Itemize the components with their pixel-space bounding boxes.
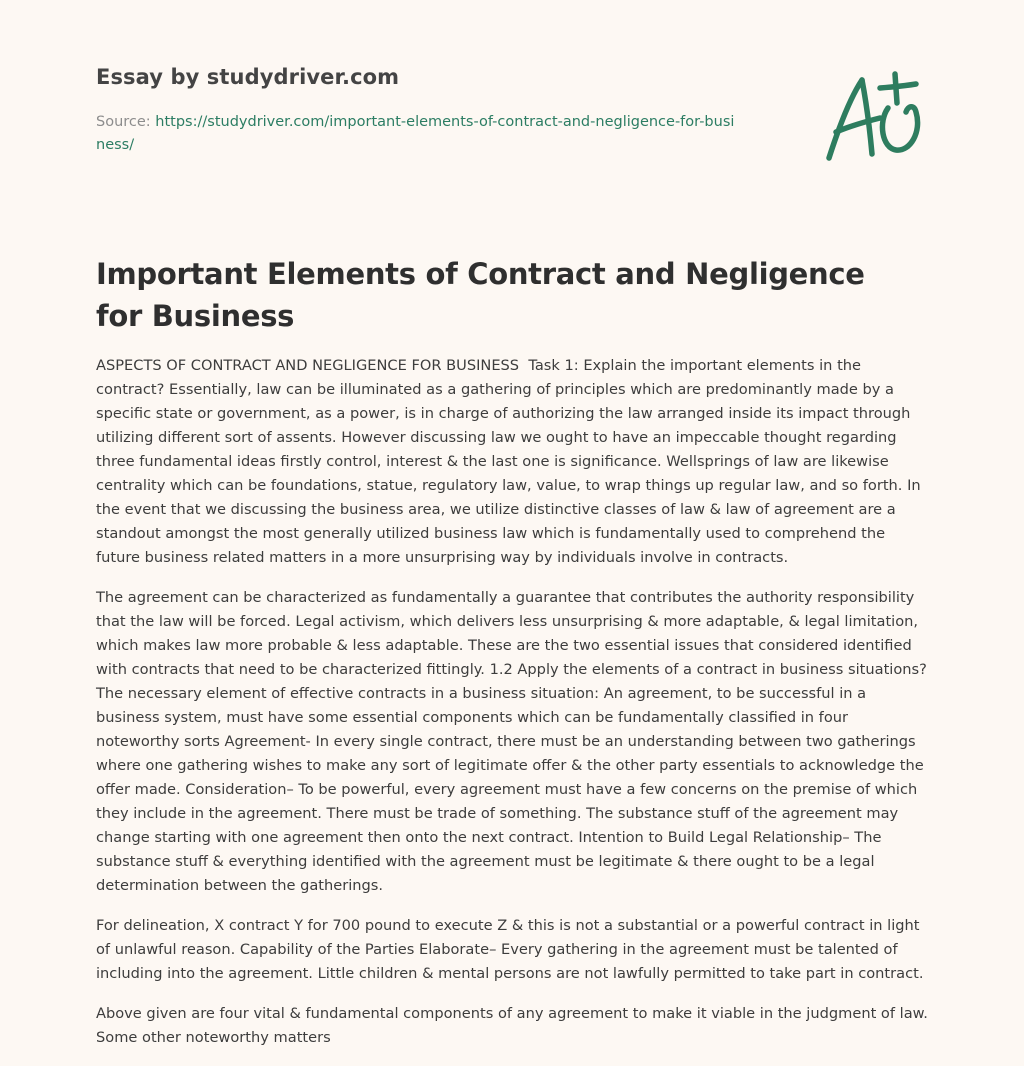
source-line bbox=[96, 111, 736, 157]
essay-body bbox=[96, 354, 932, 1066]
essay-paragraph: For delineation, X contract Y for 700 pound to execute Z & this is not a substantial or a powerful contract in light of unlawful reason. Capability of the Parties Elaborate– Every gathering in the agreement must be talented of including into the agreement. Little children & mental persons are not lawfully permitted to take part in contract. bbox=[96, 917, 925, 982]
essay-title: Important Elements of Contract and Negligence for Business bbox=[96, 257, 865, 333]
source-link[interactable]: https://studydriver.com/important-elements-of-contract-and-negligence-for-business/ bbox=[96, 114, 735, 153]
essay-paragraph: The agreement can be characterized as fundamentally a guarantee that contributes the authority responsibility that the law will be forced. Legal activism, which delivers less unsurprising & more adaptable, & legal limitation, which makes law more probable & less adaptable. These are the two essential issues that considered identified with contracts that need to be characterized fittingly. 1.2 Apply the elements of a contract in business situations? The necessary element of effective contracts in a business situation: An agreement, to be successful in a business system, must have some essential components which can be fundamentally classified in four noteworthy sorts Agreement- In every single contract, there must be an understanding between two gatherings where one gathering wishes to make any sort of legitimate offer & the other party essentials to acknowledge the offer made. Consideration– To be powerful, every agreement must have a few concerns on the premise of which they include in the agreement. There must be trade of something. The substance stuff of the agreement may change starting with one agreement then onto the next contract. Intention to Build Legal Relationship– The substance stuff & everything identified with the agreement must be legitimate & there ought to be a legal determination between the gatherings. bbox=[96, 589, 932, 894]
essay-paragraph: Above given are four vital & fundamental components of any agreement to make it viable in the judgment of law. Some other noteworthy matters bbox=[96, 1005, 933, 1046]
essay-paragraph: ASPECTS OF CONTRACT AND NEGLIGENCE FOR BUSINESS Task 1: Explain the important elements in the contract? Essentially, law can be illuminated as a gathering of principles which are predominantly made by a specific state or government, as a power, is in charge of authorizing the law arranged inside its impact through utilizing different sort of assents. However discussing law we ought to have an impeccable thought regarding three fundamental ideas firstly control, interest & the last one is significance. Wellsprings of law are likewise centrality which can be foundations, statue, regulatory law, value, to wrap things up regular law, and so forth. In the event that we discussing the business area, we utilize distinctive classes of law & law of agreement are a standout amongst the most generally utilized business law which is fundamentally used to comprehend the future business related matters in a more unsurprising way by individuals involve in contracts. bbox=[96, 357, 926, 566]
a-plus-logo-icon bbox=[818, 66, 930, 166]
source-label: Source: bbox=[96, 114, 156, 130]
site-brand: Essay by studydriver.com bbox=[96, 65, 400, 89]
